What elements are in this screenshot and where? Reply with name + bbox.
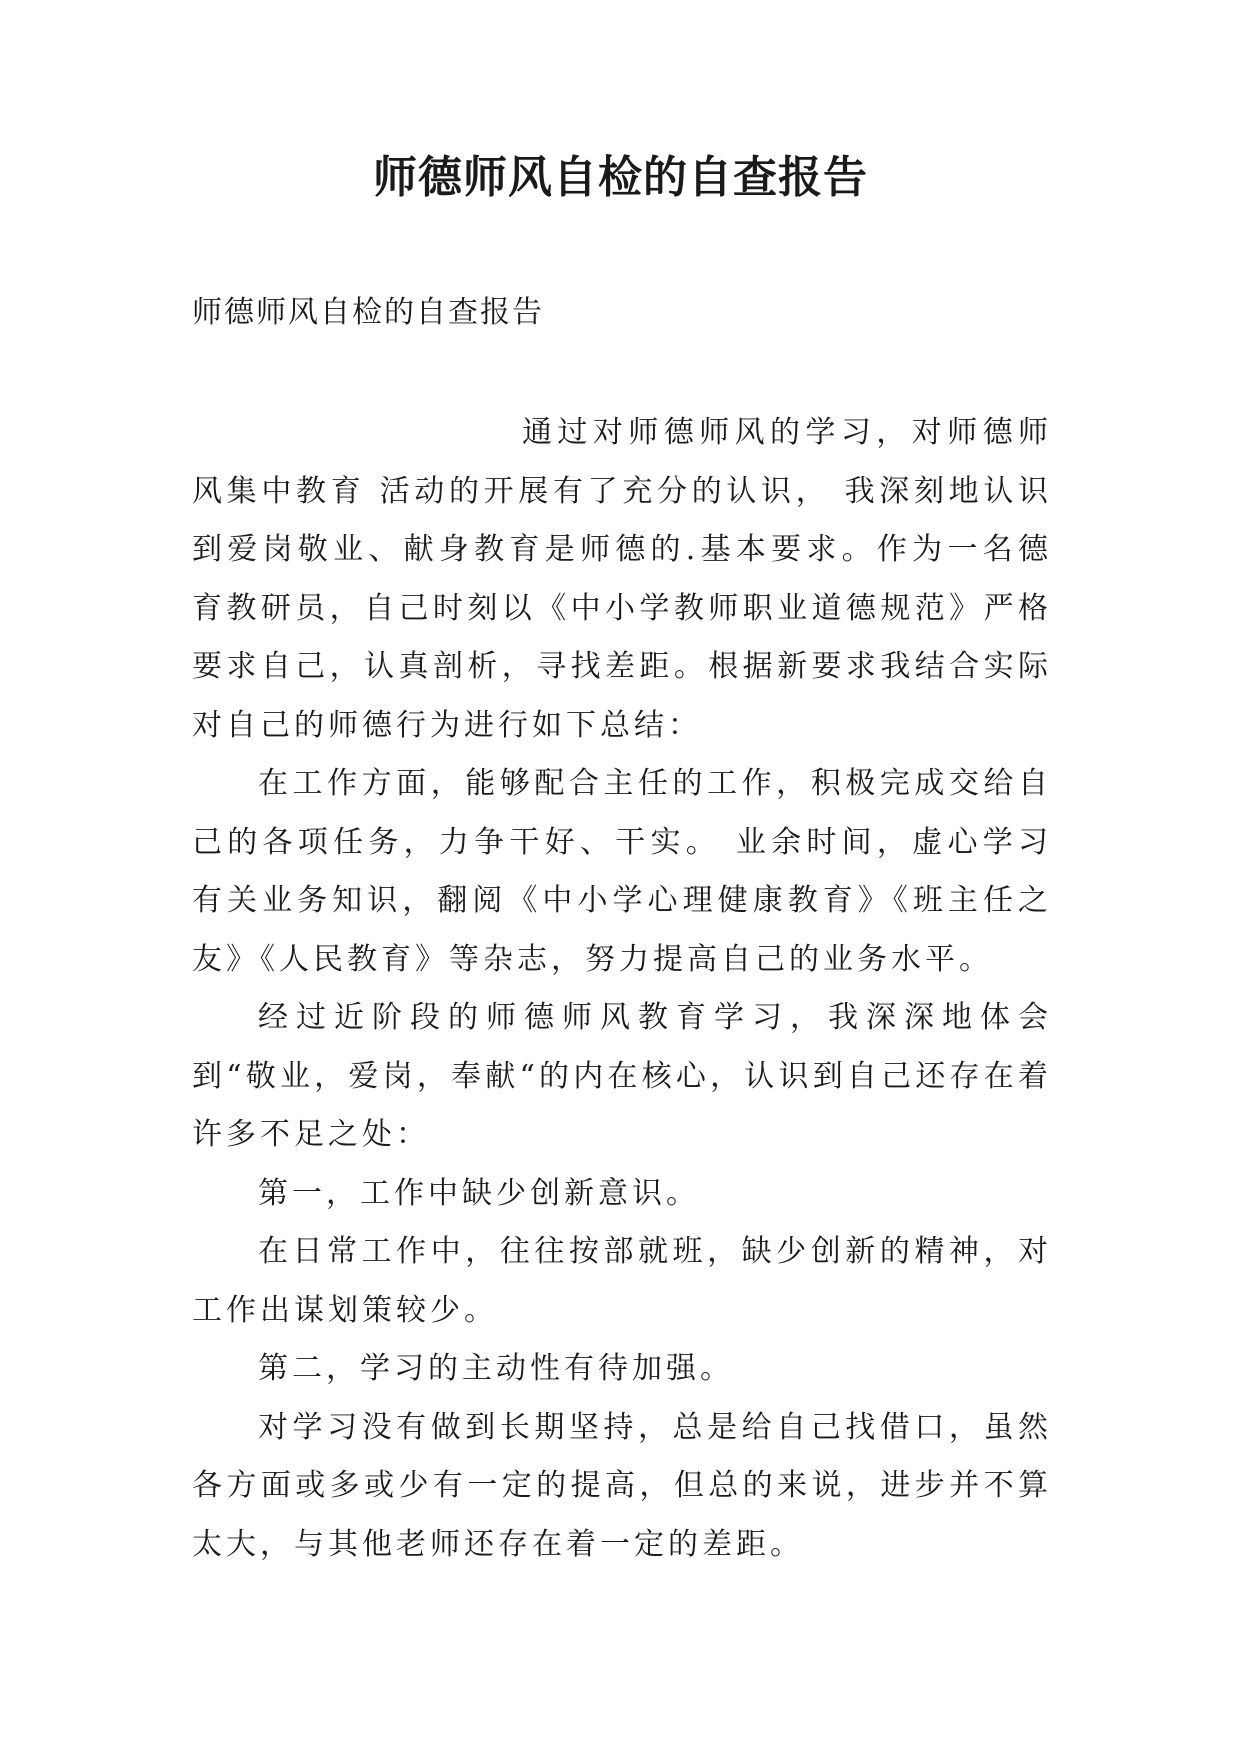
paragraph-reflection: 经过近阶段的师德师风教育学习，我深深地体会到“敬业，爱岗，奉献“的内在核心，认识到自己还存在着许多不足之处： [192, 1000, 1052, 1152]
paragraph-work: 在工作方面，能够配合主任的工作，积极完成交给自己的各项任务，力争干好、干实。 业余时间，虚心学习有关业务知识，翻阅《中小学心理健康教育》《班主任之友》《人民教育》等杂志，努力提高自己的业务水平。 [192, 766, 1052, 977]
paragraph-intro: 通过对师德师风的学习，对师德师风集中教育 活动的开展有了充分的认识， 我深刻地认识到爱岗敬业、献身教育是师德的.基本要求。作为一名德育教研员，自己时刻以《中小学教师职业道德规范》严格要求自己，认真剖析，寻找差距。根据新要求我结合实际对自己的师德行为进行如下总结： [192, 415, 1052, 743]
document-title: 师德师风自检的自查报告 [373, 152, 868, 203]
document-body [192, 404, 1052, 1574]
paragraph-point-one-detail: 在日常工作中，往往按部就班，缺少创新的精神，对工作出谋划策较少。 [192, 1234, 1052, 1328]
paragraph-point-one: 第一，工作中缺少创新意识。 [258, 1175, 700, 1211]
paragraph-point-two: 第二，学习的主动性有待加强。 [258, 1351, 734, 1386]
document-subtitle: 师德师风自检的自查报告 [192, 295, 544, 330]
paragraph-point-two-detail: 对学习没有做到长期坚持，总是给自己找借口，虽然各方面或多或少有一定的提高，但总的来说，进步并不算太大，与其他老师还存在着一定的差距。 [192, 1409, 1052, 1562]
